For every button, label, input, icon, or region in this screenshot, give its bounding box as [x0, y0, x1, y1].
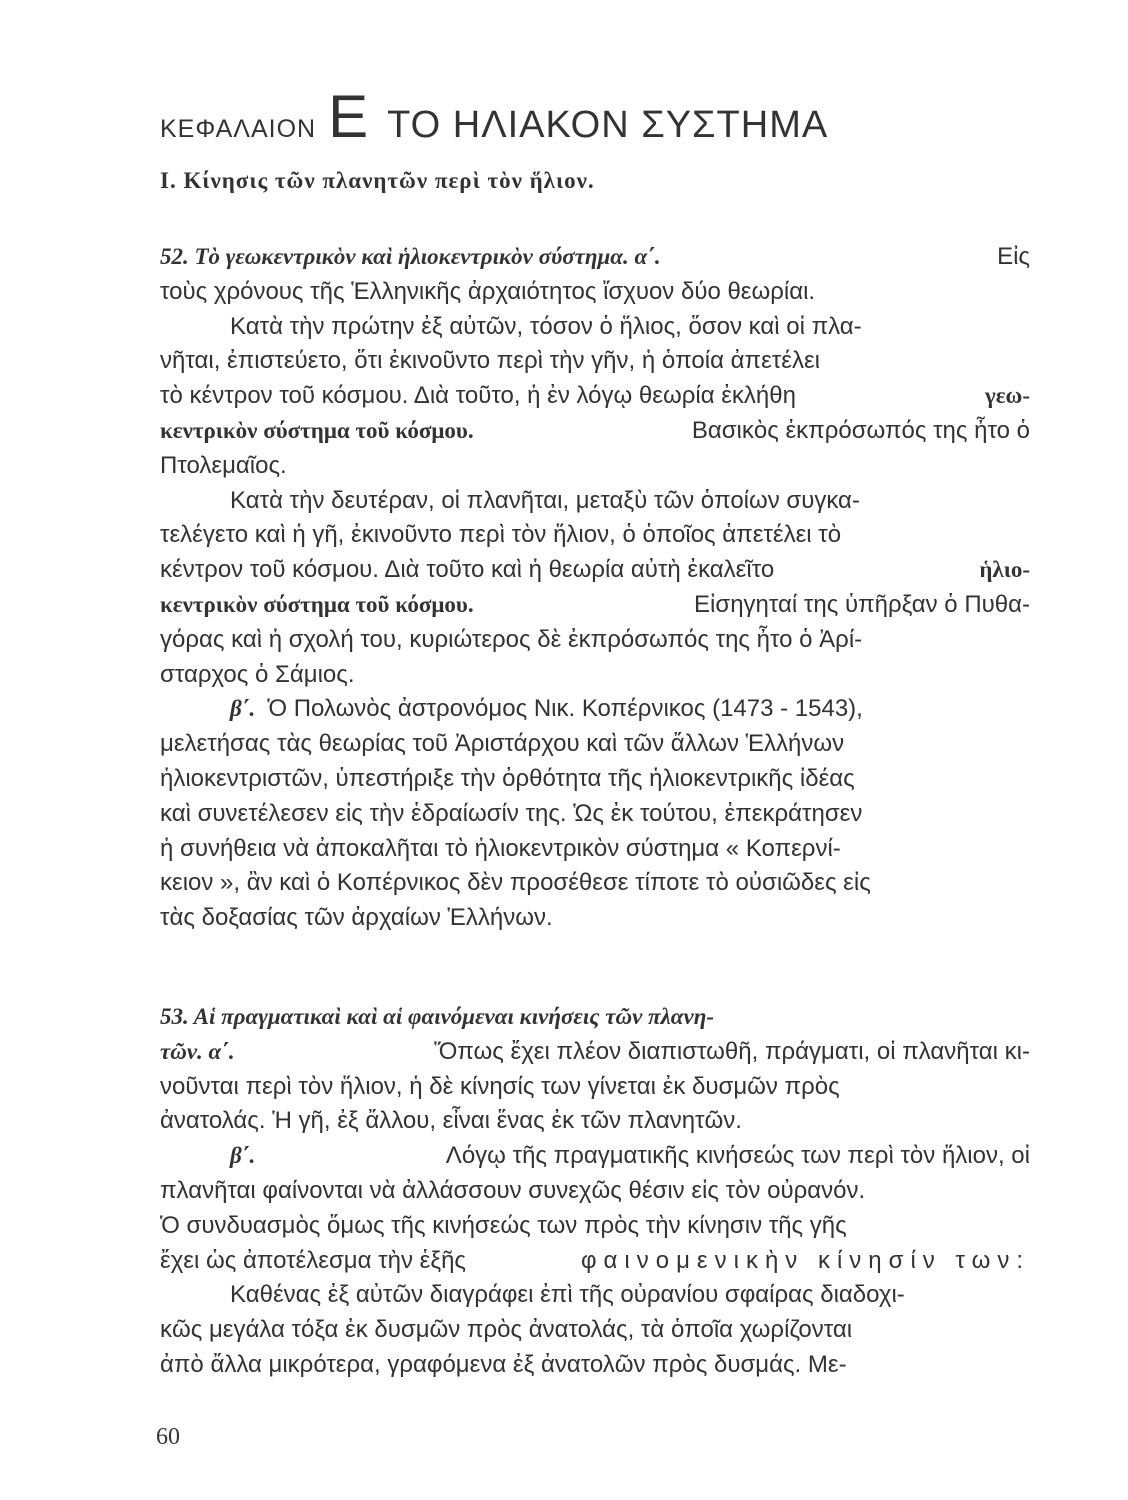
text-line: ἡ συνήθεια νὰ ἀποκαλῆται τὸ ἡλιοκεντρικὸν σύστημα « Κοπερνί- [160, 834, 841, 862]
text-line: τὰς δοξασίας τῶν ἀρχαίων Ἑλλήνων. [160, 904, 553, 932]
text-line [160, 1000, 1030, 1035]
page-number: 60 [156, 1424, 180, 1450]
section-52-heading: 52. Τὸ γεωκεντρικὸν καὶ ἡλιοκεντρικὸν σύστημα. α΄. [160, 244, 661, 269]
text-line: ἀνατολάς. Ἡ γῆ, ἐξ ἄλλου, εἶναι ἕνας ἐκ τῶν πλανητῶν. [160, 1107, 742, 1135]
text-line: νῆται, ἐπιστεύετο, ὅτι ἐκινοῦντο περὶ τὴν γῆν, ἡ ὁποία ἀπετέλει [160, 347, 820, 375]
section-title: Ι. Κίνησις τῶν πλανητῶν περὶ τὸν ἥλιον. [160, 168, 595, 193]
text-line: β΄. Λόγῳ τῆς πραγματικῆς κινήσεώς των περὶ τὸν ἥλιον, οἱ [160, 1139, 1030, 1174]
text-line: τῶν. α΄. Ὅπως ἔχει πλέον διαπιστωθῆ, πράγματι, οἱ πλανῆται κι- [160, 1037, 1030, 1065]
chapter-title: ΤΟ ΗΛΙΑΚΟΝ ΣΥΣΤΗΜΑ [387, 104, 829, 146]
chapter-label: ΚΕΦΑΛΑΙΟΝ [160, 115, 317, 143]
chapter-letter: Ε [328, 83, 370, 150]
spaced-emphasis: φαινομενικὴν κίνησίν των: [580, 1246, 1030, 1274]
text-line: τὸ κέντρον τοῦ κόσμου. Διὰ τοῦτο, ἡ ἐν λόγῳ θεωρία ἐκλήθη γεω- [160, 382, 1030, 410]
section-52 [160, 240, 1030, 936]
text-line: Καθένας ἐξ αὐτῶν διαγράφει ἐπὶ τῆς οὐρανίου σφαίρας διαδοχι- [230, 1281, 905, 1309]
text-line: κεντρικὸν σύστημα τοῦ κόσμου. Εἰσηγηταί της ὑπῆρξαν ὁ Πυθα- [160, 590, 1030, 618]
text-line: πλανῆται φαίνονται νὰ ἀλλάσσουν συνεχῶς θέσιν εἰς τὸν οὐρανόν. [160, 1176, 866, 1204]
text-line: κέντρον τοῦ κόσμου. Διὰ τοῦτο καὶ ἡ θεωρία αὐτὴ ἐκαλεῖτο ἡλιο- [160, 556, 1030, 584]
section-53 [160, 1000, 1030, 1383]
text-line: ἀπὸ ἄλλα μικρότερα, γραφόμενα ἐξ ἀνατολῶν πρὸς δυσμάς. Με- [160, 1350, 847, 1378]
text-line: Κατὰ τὴν δευτέραν, οἱ πλανῆται, μεταξὺ τῶν ὁποίων συγκα- [230, 486, 860, 514]
section-53-heading: 53. Αἱ πραγματικαὶ καὶ αἱ φαινόμεναι κινήσεις τῶν πλανη- [160, 1004, 715, 1029]
text-line: κεντρικὸν σύστημα τοῦ κόσμου. Βασικὸς ἐκπρόσωπός της ἦτο ὁ [160, 416, 1030, 444]
text-line: ἡλιοκεντριστῶν, ὑπεστήριξε τὴν ὀρθότητα τῆς ἡλιοκεντρικῆς ἰδέας [160, 764, 855, 792]
subpoint-marker: β΄. [230, 696, 256, 722]
text-line: κειον », ἂν καὶ ὁ Κοπέρνικος δὲν προσέθεσε τίποτε τὸ οὐσιῶδες εἰς [160, 869, 871, 897]
text-line: σταρχος ὁ Σάμιος. [160, 660, 355, 688]
text-line: Ὁ συνδυασμὸς ὅμως τῆς κινήσεώς των πρὸς τὴν κίνησιν τῆς γῆς [160, 1211, 847, 1239]
text-line: β΄. Ὁ Πολωνὸς ἀστρονόμος Νικ. Κοπέρνικος (1473 - 1543), [160, 692, 1030, 727]
subpoint-marker: β΄. [230, 1143, 256, 1169]
text-line: γόρας καὶ ἡ σχολή του, κυριώτερος δὲ ἐκπρόσωπός της ἦτο ὁ Ἀρί- [160, 625, 863, 653]
text-line: κῶς μεγάλα τόξα ἐκ δυσμῶν πρὸς ἀνατολάς, τὰ ὁποῖα χωρίζονται [160, 1316, 853, 1344]
text-line: καὶ συνετέλεσεν εἰς τὴν ἑδραίωσίν της. Ὡς ἐκ τούτου, ἐπεκράτησεν [160, 799, 863, 827]
chapter-heading [160, 82, 828, 151]
text-line: Κατὰ τὴν πρώτην ἐξ αὐτῶν, τόσον ὁ ἥλιος, ὅσον καὶ οἱ πλα- [230, 312, 862, 340]
text-line: μελετήσας τὰς θεωρίας τοῦ Ἀριστάρχου καὶ τῶν ἄλλων Ἑλλήνων [160, 730, 845, 758]
text-line: τοὺς χρόνους τῆς Ἑλληνικῆς ἀρχαιότητος ἴσχυον δύο θεωρίαι. [160, 277, 816, 305]
text-line: νοῦνται περὶ τὸν ἥλιον, ἡ δὲ κίνησίς των γίνεται ἐκ δυσμῶν πρὸς [160, 1072, 840, 1100]
text-line: ἔχει ὡς ἀποτέλεσμα τὴν ἑξῆς φαινομενικὴν κίνησίν των: [160, 1244, 1030, 1279]
text-line: τελέγετο καὶ ἡ γῆ, ἐκινοῦντο περὶ τὸν ἥλιον, ὁ ὁποῖος ἀπετέλει τὸ [160, 521, 842, 549]
text-line: Πτολεμαῖος. [160, 451, 287, 479]
text-line: 52. Τὸ γεωκεντρικὸν καὶ ἡλιοκεντρικὸν σύστημα. α΄. Εἰς [160, 240, 1030, 275]
